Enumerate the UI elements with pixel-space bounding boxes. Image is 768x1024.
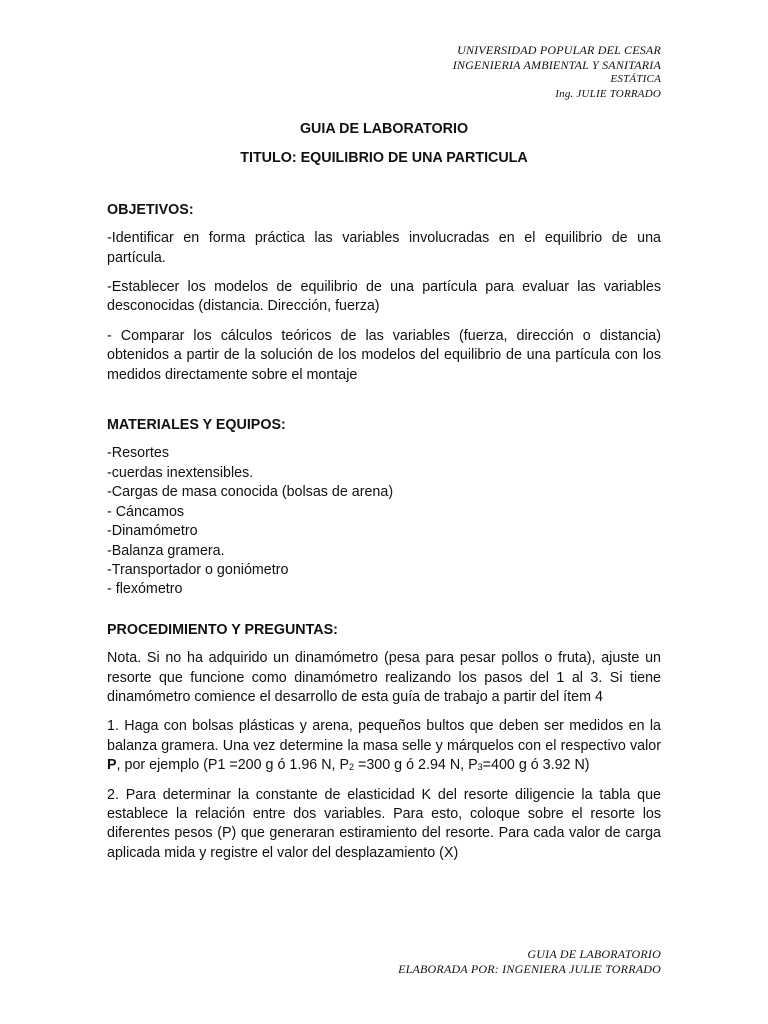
- materiales-heading: MATERIALES Y EQUIPOS:: [107, 417, 286, 434]
- step-1-bold-p: P: [107, 757, 117, 774]
- objetivos-heading: OBJETIVOS:: [107, 201, 194, 218]
- document-body: [107, 120, 661, 863]
- material-item: - Cáncamos: [107, 503, 185, 520]
- material-item: -Dinamómetro: [107, 523, 198, 540]
- material-item: -Cargas de masa conocida (bolsas de arena): [107, 484, 394, 501]
- procedimiento-heading: PROCEDIMIENTO Y PREGUNTAS:: [107, 621, 338, 638]
- subscript: 2: [349, 762, 355, 773]
- step-1-text: 1. Haga con bolsas plásticas y arena, pequeños bultos que deben ser medidos en la balanza gramera. Una vez determine la masa selle y márquelos con el respectivo valor: [107, 718, 661, 754]
- materiales-list: [107, 444, 661, 599]
- nota-paragraph: Nota. Si no ha adquirido un dinamómetro (pesa para pesar pollos o fruta), ajuste un resorte que funcione como dinamómetro realizando los pasos del 1 al 3. Si tiene dinamómetro comience el desarrollo de esta guía de trabajo a partir del ítem 4: [107, 650, 661, 705]
- material-item: -cuerdas inextensibles.: [107, 464, 254, 481]
- header-course: ESTÁTICA: [610, 73, 661, 85]
- header-university: UNIVERSIDAD POPULAR DEL CESAR: [457, 43, 661, 57]
- material-item: - flexómetro: [107, 581, 183, 598]
- step-1-paragraph: [107, 717, 661, 775]
- document-title: GUIA DE LABORATORIO: [299, 121, 469, 137]
- page-footer: [398, 947, 661, 976]
- step-2-paragraph: 2. Para determinar la constante de elasticidad K del resorte diligencie la tabla que establece la relación entre dos variables. Para esto, coloque sobre el resorte los diferentes pesos (P) que generaran estiramiento del resorte. Para cada valor de carga aplicada mida y registre el valor del desplazamiento (X): [107, 786, 661, 861]
- footer-guide: GUIA DE LABORATORIO: [527, 947, 661, 961]
- document-subtitle: TITULO: EQUILIBRIO DE UNA PARTICULA: [240, 150, 528, 167]
- material-item: -Balanza gramera.: [107, 542, 225, 559]
- step-1-text: =300 g ó 2.94 N, P: [354, 757, 478, 774]
- subscript: 3: [477, 762, 483, 773]
- step-1-text: , por ejemplo (P1 =200 g ó 1.96 N, P: [116, 757, 350, 774]
- footer-author: ELABORADA POR: INGENIERA JULIE TORRADO: [398, 961, 661, 976]
- material-item: -Transportador o goniómetro: [107, 561, 289, 578]
- material-item: -Resortes: [107, 445, 169, 462]
- objetivo-item: -Identificar en forma práctica las variables involucradas en el equilibrio de una partícula.: [107, 230, 661, 266]
- page-header: [453, 43, 661, 101]
- step-1-text: =400 g ó 3.92 N): [482, 757, 590, 774]
- objetivo-item: - Comparar los cálculos teóricos de las variables (fuerza, dirección o distancia) obtenidos a partir de la solución de los modelos del equilibrio de una partícula con los medidos directamente sobre el montaje: [107, 327, 661, 383]
- header-program: INGENIERIA AMBIENTAL Y SANITARIA: [452, 57, 661, 72]
- objetivo-item: -Establecer los modelos de equilibrio de una partícula para evaluar las variables desconocidas (distancia. Dirección, fuerza): [107, 279, 661, 315]
- header-instructor: Ing. JULIE TORRADO: [555, 87, 661, 100]
